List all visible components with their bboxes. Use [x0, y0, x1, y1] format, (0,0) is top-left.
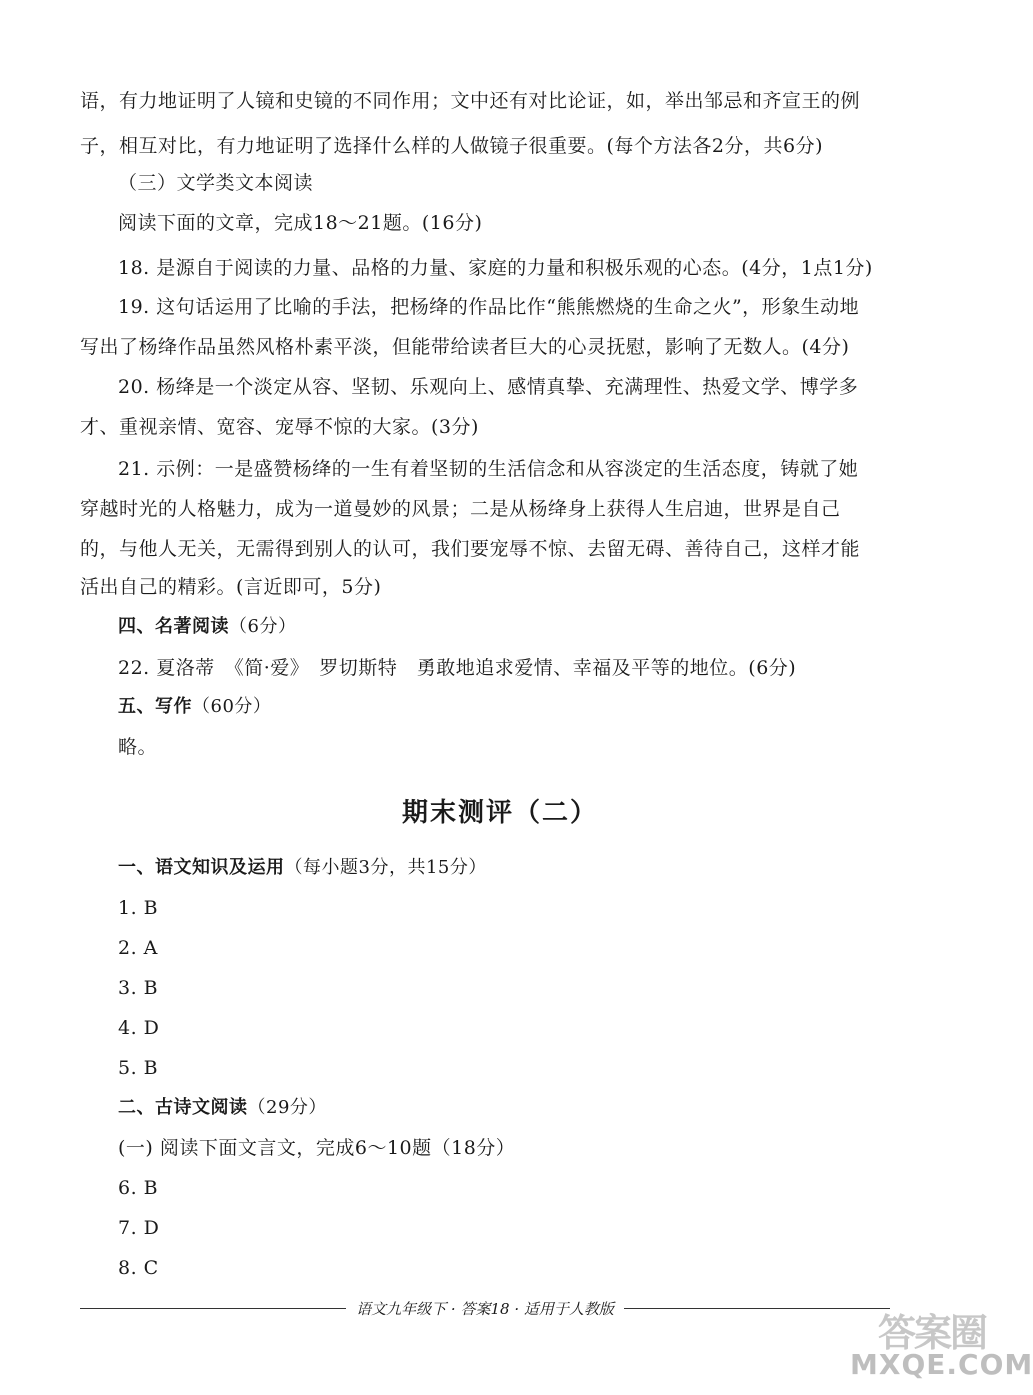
answer-item: 7. D	[118, 1217, 160, 1239]
section-1-title: 一、语文知识及运用	[118, 857, 285, 878]
text-line: 活出自己的精彩。(言近即可，5分)	[80, 576, 382, 598]
section-5-title: 五、写作	[118, 696, 192, 717]
section-4-title: 四、名著阅读	[118, 616, 229, 637]
answer-item: 5. B	[118, 1057, 159, 1079]
answer-item: 4. D	[118, 1017, 160, 1039]
section-4-points: （6分）	[229, 616, 297, 637]
page-footer	[80, 1296, 890, 1320]
answer-item: 2. A	[118, 937, 158, 959]
text-line: 才、重视亲情、宽容、宠辱不惊的大家。(3分)	[80, 416, 479, 438]
answer-20: 20. 杨绛是一个淡定从容、坚韧、乐观向上、感情真挚、充满理性、热爱文学、博学多	[118, 376, 859, 398]
text-line: 写出了杨绛作品虽然风格朴素平淡，但能带给读者巨大的心灵抚慰，影响了无数人。(4分)	[80, 336, 850, 358]
text-line: 略。	[118, 736, 158, 758]
section-5-points: （60分）	[192, 696, 272, 717]
answer-item: 6. B	[118, 1177, 159, 1199]
answer-22: 22. 夏洛蒂 《简·爱》 罗切斯特 勇敢地追求爱情、幸福及平等的地位。(6分)	[118, 657, 797, 679]
section-2-points: （29分）	[247, 1097, 327, 1118]
footer-text: 语文九年级下 · 答案18 · 适用于人教版	[356, 1299, 614, 1318]
answer-item: 8. C	[118, 1257, 159, 1279]
section-2-title: 二、古诗文阅读	[118, 1097, 248, 1118]
text-line: 的，与他人无关，无需得到别人的认可，我们要宠辱不惊、去留无碍、善待自己，这样才能	[80, 538, 861, 560]
answer-item: 3. B	[118, 977, 159, 999]
watermark-url: MXQE.COM	[850, 1348, 1033, 1381]
section-2-heading	[118, 1095, 930, 1121]
section-5-heading	[118, 694, 930, 720]
footer-rule-left	[80, 1308, 346, 1309]
answer-item: 1. B	[118, 897, 159, 919]
watermark-logo	[842, 1302, 1033, 1387]
answer-19: 19. 这句话运用了比喻的手法，把杨绛的作品比作“熊熊燃烧的生命之火”，形象生动地	[118, 296, 860, 318]
page-title: 期末测评（二）	[401, 798, 598, 828]
text-line: 阅读下面的文章，完成18～21题。(16分)	[118, 212, 483, 234]
section-1-heading	[118, 855, 930, 881]
answer-18: 18. 是源自于阅读的力量、品格的力量、家庭的力量和积极乐观的心态。(4分，1点1分)	[118, 257, 873, 279]
answer-21: 21. 示例：一是盛赞杨绛的一生有着坚韧的生活信念和从容淡定的生活态度，铸就了她	[118, 458, 859, 480]
section-heading: （三）文学类文本阅读	[118, 172, 314, 194]
text-line: 语，有力地证明了人镜和史镜的不同作用；文中还有对比论证，如，举出邹忌和齐宣王的例	[80, 90, 861, 112]
section-1-points: （每小题3分，共15分）	[284, 857, 487, 878]
watermark-logo-text: 答案圈	[878, 1311, 987, 1355]
section-4-heading	[118, 614, 930, 640]
text-line: 子，相互对比，有力地证明了选择什么样的人做镜子很重要。(每个方法各2分，共6分)	[80, 135, 824, 157]
text-line: 穿越时光的人格魅力，成为一道曼妙的风景；二是从杨绛身上获得人生启迪，世界是自己	[80, 498, 841, 520]
subsection-heading: (一) 阅读下面文言文，完成6～10题（18分）	[118, 1137, 516, 1159]
